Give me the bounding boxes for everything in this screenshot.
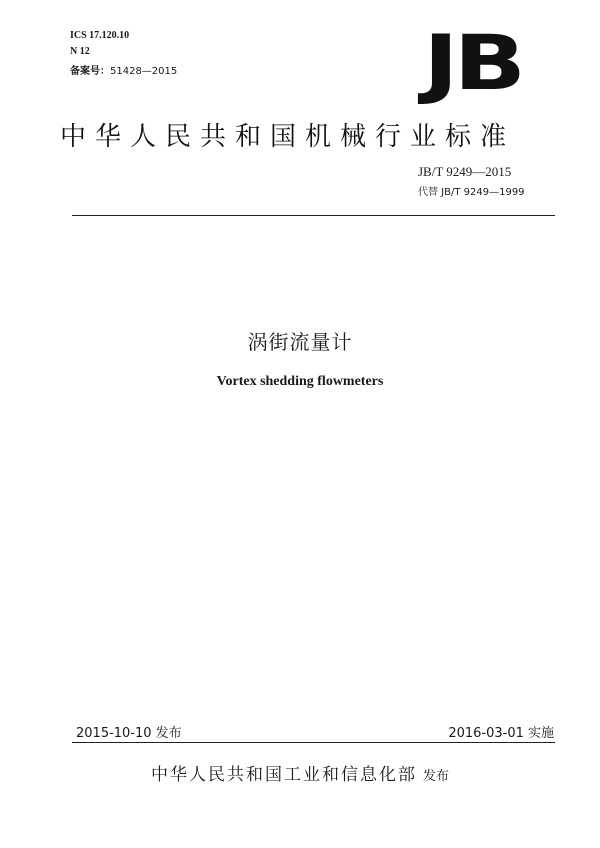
standard-category-title: 中华人民共和国机械行业标准 [60,122,516,152]
document-title-chinese: 涡街流量计 [247,330,353,354]
top-divider [72,215,555,216]
record-value: 51428—2015 [110,66,178,77]
document-title-english: Vortex shedding flowmeters [216,374,384,389]
issuer [0,760,600,785]
standard-number: JB/T 9249—2015 [418,164,512,179]
issuer-suffix: 发布 [422,769,449,784]
ics-code: ICS 17.120.10 [70,30,130,41]
ccs-code: N 12 [70,46,90,57]
implement-date: 2016-03-01 实施 [448,726,554,741]
issuer-name: 中华人民共和国工业和信息化部 [150,765,417,785]
record-number [70,62,177,77]
jb-logo-text: JB [423,18,521,107]
bottom-divider [72,742,555,743]
record-label: 备案号： [70,66,110,77]
replaces-standard: 代替 JB/T 9249—1999 [418,187,525,198]
publish-date: 2015-10-10 发布 [76,726,182,741]
jb-logo [416,18,528,107]
